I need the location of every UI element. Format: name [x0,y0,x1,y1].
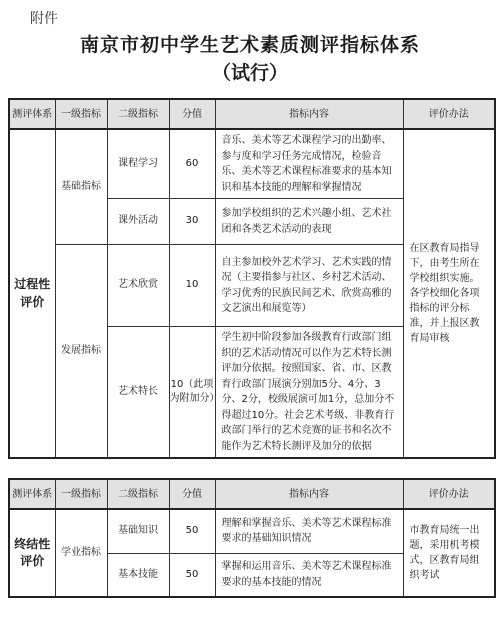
level2-cell: 艺术特长 [107,327,169,459]
table-row [9,129,495,199]
attachment-label: 附件 [30,11,58,27]
method-cell: 在区教育局指导下，由考生所在学校组织实施。各学校细化各项指标的评分标准，并上报区教育局审核 [403,129,495,458]
document-title: 南京市初中学生艺术素质测评指标体系 [79,34,420,56]
method-cell: 市教育局统一出题，采用机考模式，区教育局组织考试 [403,509,495,597]
level2-cell: 基础知识 [107,509,169,553]
header-score: 分值 [169,479,215,509]
header-score: 分值 [169,99,215,129]
level2-cell: 课外活动 [107,199,169,245]
score-cell: 10 [169,245,215,327]
summative-evaluation-table [8,478,496,598]
header-level1: 一级指标 [55,99,107,129]
score-cell: 50 [169,553,215,597]
header-content: 指标内容 [215,99,403,129]
level2-cell: 艺术欣赏 [107,245,169,327]
header-level2: 二级指标 [107,479,169,509]
header-content: 指标内容 [215,479,403,509]
header-system: 测评体系 [9,99,55,129]
score-cell: 10（此项为附加分） [169,327,215,459]
header-method: 评价办法 [403,99,495,129]
table-row [9,509,495,553]
score-cell: 50 [169,509,215,553]
content-cell: 音乐、美术等艺术课程学习的出勤率、参与度和学习任务完成情况，检验音乐、美术等艺术课程标准要求的基本知识和基本技能的理解和掌握情况 [215,129,403,199]
level2-cell: 基本技能 [107,553,169,597]
development-indicator-cell: 发展指标 [55,245,107,459]
process-evaluation-table [8,98,496,459]
level2-cell: 课程学习 [107,129,169,199]
academic-indicator-cell: 学业指标 [55,509,107,597]
content-cell: 参加学校组织的艺术兴趣小组、艺术社团和各类艺术活动的表现 [215,199,403,245]
score-cell: 30 [169,199,215,245]
content-cell: 理解和掌握音乐、美术等艺术课程标准要求的基础知识情况 [215,509,403,553]
content-cell: 掌握和运用音乐、美术等艺术课程标准要求的基本技能的情况 [215,553,403,597]
score-cell: 60 [169,129,215,199]
content-cell: 自主参加校外艺术学习、艺术实践的情况（主要指参与社区、乡村艺术活动、学习优秀的民族民间艺术、欣赏高雅的文艺演出和展览等） [215,245,403,327]
header-system: 测评体系 [9,479,55,509]
summative-system-cell: 终结性评价 [9,509,55,597]
content-cell: 学生初中阶段参加各级教育行政部门组织的艺术活动情况可以作为艺术特长测评加分依据。按照国家、省、市、区教育行政部门展演分别加5分、4分、3分、2分，校级展演可加1分，总加分不得超过10分。社会艺术考级、非教育行政部门举行的艺术竞赛的证书和名次不能作为艺术特长测评及加分的依据 [215,327,403,459]
header-level2: 二级指标 [107,99,169,129]
header-method: 评价办法 [403,479,495,509]
header-level1: 一级指标 [55,479,107,509]
process-system-cell: 过程性评价 [9,129,55,458]
basic-indicator-cell: 基础指标 [55,129,107,245]
document-subtitle: （试行） [211,62,288,84]
